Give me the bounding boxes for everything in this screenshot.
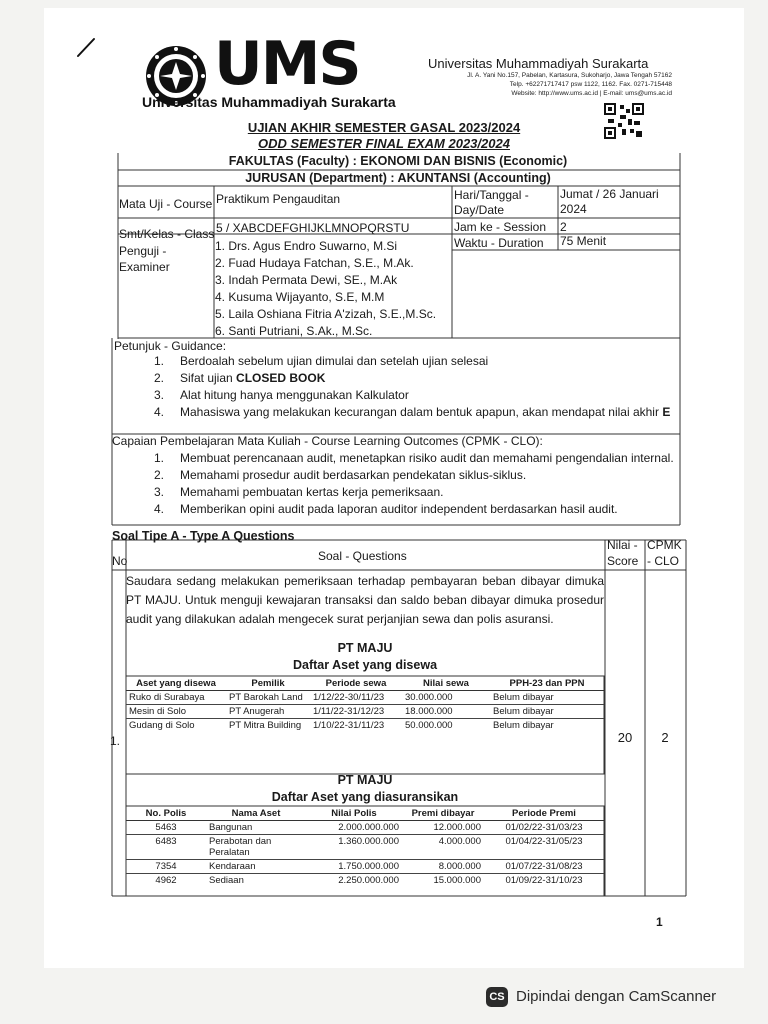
column-header: Periode sewa <box>310 677 402 691</box>
session-label: Jam ke - Session <box>454 220 547 234</box>
day-label-en: Day/Date <box>454 203 505 217</box>
ums-logo-text: UMS <box>214 29 360 99</box>
column-header: Pemilik <box>226 677 310 691</box>
table-cell: Perabotan dan Peralatan <box>206 835 306 860</box>
examiner-item: 1. Drs. Agus Endro Suwarno, M.Si <box>215 239 398 253</box>
table-cell: 15.000.000 <box>433 875 481 886</box>
university-name: Universitas Muhammadiyah Surakarta <box>428 56 649 71</box>
item-text: Berdoalah sebelum ujian dimulai dan setelah ujian selesai <box>180 354 489 368</box>
guidance-list <box>154 353 674 421</box>
address-line: Jl. A. Yani No.157, Pabelan, Kartasura, Sukoharjo, Jawa Tengah 57162 <box>467 72 672 79</box>
item-text: Memahami pembuatan kertas kerja pemeriksaan. <box>180 485 444 499</box>
question-text: Saudara sedang melakukan pemeriksaan terhadap pembayaran beban dibayar dimuka PT MAJU. Untuk menguji kewajaran transaksi dan saldo beban dibayar dimuka prosedur audit yang dilakukan adalah mengecek surat perjanjian sewa dan polis asuransi. <box>126 574 604 626</box>
column-header: Premi dibayar <box>402 807 484 821</box>
table-cell: 2.000.000.000 <box>306 821 402 835</box>
item-text: Memahami prosedur audit berdasarkan pendekatan siklus-siklus. <box>180 468 527 482</box>
guidance-label: Petunjuk - Guidance: <box>114 339 227 353</box>
item-number: 2. <box>154 468 165 482</box>
exam-title-indonesian: UJIAN AKHIR SEMESTER GASAL 2023/2024 <box>247 120 521 135</box>
clo-list <box>154 450 674 518</box>
col-score-en: Score <box>607 554 639 568</box>
day-label: Hari/Tanggal - <box>454 188 529 202</box>
table-cell: 4.000.000 <box>402 835 484 860</box>
question-cpmk: 2 <box>661 730 669 745</box>
item-bold-text: E <box>662 405 671 419</box>
course-label: Mata Uji - Course <box>119 197 213 211</box>
exam-title-english: ODD SEMESTER FINAL EXAM 2023/2024 <box>258 136 510 151</box>
company-title: PT MAJU <box>337 641 393 655</box>
examiner-label: Penguji - <box>119 244 167 258</box>
table-cell: Gudang di Solo <box>129 720 195 731</box>
item-number: 3. <box>154 388 165 402</box>
pen-mark <box>74 36 98 60</box>
examiner-list <box>215 238 436 340</box>
table-cell: Kendaraan <box>206 860 306 874</box>
course-value: Praktikum Pengauditan <box>216 192 341 206</box>
table-cell: 1.360.000.000 <box>306 835 402 860</box>
column-header: No. Polis <box>126 807 206 821</box>
table-cell: Bangunan <box>206 821 306 835</box>
table-cell: Sediaan <box>209 875 244 886</box>
clo-item <box>154 450 674 466</box>
table-row <box>126 835 604 860</box>
table-cell: 12.000.000 <box>402 821 484 835</box>
column-header: Nilai sewa <box>402 677 490 691</box>
item-text: Membuat perencanaan audit, menetapkan risiko audit dan memahami pengendalian internal. <box>180 451 674 465</box>
table-cell: PT Barokah Land <box>226 691 310 705</box>
university-name-under-logo: Universitas Muhammadiyah Surakarta <box>142 94 396 110</box>
examiner-item: 3. Indah Permata Dewi, SE., M.Ak <box>215 273 398 287</box>
company-title: PT MAJU <box>337 773 393 787</box>
column-header: Nama Aset <box>206 807 306 821</box>
col-clo: - CLO <box>647 554 680 568</box>
table-cell: 4962 <box>155 875 177 886</box>
table-cell: 1/11/22-31/12/23 <box>310 705 402 719</box>
clo-item <box>154 501 674 517</box>
table-row <box>126 691 604 705</box>
col-score: Nilai - <box>607 538 638 552</box>
table-cell: 30.000.000 <box>402 691 490 705</box>
table-title: Daftar Aset yang disewa <box>292 658 438 672</box>
table-row <box>126 705 604 719</box>
item-text: Alat hitung hanya menggunakan Kalkulator <box>180 388 409 402</box>
table-cell: 1/12/22-30/11/23 <box>310 691 402 705</box>
university-address <box>420 71 672 98</box>
table-cell: Ruko di Surabaya <box>126 691 226 705</box>
table-cell: PT Anugerah <box>226 705 310 719</box>
duration-label: Waktu - Duration <box>454 236 544 250</box>
guidance-item <box>154 370 674 386</box>
table-cell: PT Mitra Building <box>229 720 302 731</box>
question-number: 1. <box>110 734 121 748</box>
section-title: Soal Tipe A - Type A Questions <box>112 529 295 543</box>
item-number: 1. <box>154 354 165 368</box>
table-row <box>126 821 604 835</box>
table-cell: Belum dibayar <box>490 705 604 719</box>
day-value: Jumat / 26 Januari <box>560 187 659 201</box>
table-cell: 2.250.000.000 <box>338 875 399 886</box>
guidance-item <box>154 404 674 420</box>
column-header: Aset yang disewa <box>126 677 226 691</box>
website-line: Website: http://www.ums.ac.id | E-mail: ums@ums.ac.id <box>511 90 672 97</box>
table-cell: Belum dibayar <box>490 691 604 705</box>
item-text: Memberikan opini audit pada laporan auditor independent berdasarkan hasil audit. <box>180 502 618 516</box>
examiner-item: 2. Fuad Hudaya Fatchan, S.E., M.Ak. <box>215 256 414 270</box>
class-value: 5 / XABCDEFGHIJKLMNOPQRSTU <box>216 221 410 235</box>
examiner-item: 5. Laila Oshiana Fitria A'zizah, S.E.,M.Sc. <box>215 307 437 321</box>
item-number: 4. <box>154 502 165 516</box>
table-cell: 01/09/22-31/10/23 <box>505 875 583 886</box>
duration-value: 75 Menit <box>560 234 607 248</box>
item-number: 3. <box>154 485 165 499</box>
question-score: 20 <box>617 730 633 745</box>
table-title: Daftar Aset yang diasuransikan <box>271 790 459 804</box>
col-questions: Soal - Questions <box>318 549 407 563</box>
item-number: 1. <box>154 451 165 465</box>
table-cell: 1.750.000.000 <box>306 860 402 874</box>
table-cell: 01/02/22-31/03/23 <box>484 821 604 835</box>
phone-line: Telp. +62271717417 psw 1122, 1162. Fax. 0271-715448 <box>509 81 672 88</box>
department-row: JURUSAN (Department) : AKUNTANSI (Accounting) <box>245 171 551 185</box>
table-cell: Mesin di Solo <box>126 705 226 719</box>
item-number: 2. <box>154 371 165 385</box>
guidance-item <box>154 387 674 403</box>
item-bold-text: CLOSED BOOK <box>236 371 326 385</box>
examiner-label-en: Examiner <box>119 260 170 274</box>
table-cell: 7354 <box>126 860 206 874</box>
table-cell: 01/04/22-31/05/23 <box>484 835 604 860</box>
column-header: PPH-23 dan PPN <box>490 677 604 691</box>
camscanner-watermark: Dipindai dengan CamScanner <box>516 988 717 1005</box>
day-value-year: 2024 <box>560 202 587 216</box>
column-header: Periode Premi <box>484 807 604 821</box>
table-cell: 01/07/22-31/08/23 <box>484 860 604 874</box>
examiner-item: 6. Santi Putriani, S.Ak., M.Sc. <box>215 324 373 338</box>
column-header: Nilai Polis <box>306 807 402 821</box>
table-cell: Belum dibayar <box>493 720 554 731</box>
table-cell: 18.000.000 <box>402 705 490 719</box>
session-value: 2 <box>560 220 567 234</box>
table-cell: 1/10/22-31/11/23 <box>313 720 385 731</box>
table-cell: 6483 <box>126 835 206 860</box>
clo-item <box>154 484 674 500</box>
table-row <box>126 874 604 888</box>
examiner-item: 4. Kusuma Wijayanto, S.E, M.M <box>215 290 385 304</box>
item-text: Mahasiswa yang melakukan kecurangan dalam bentuk apapun, akan mendapat nilai akhir <box>180 405 663 419</box>
page-number: 1 <box>656 915 663 929</box>
table-row <box>126 860 604 874</box>
faculty-row: FAKULTAS (Faculty) : EKONOMI DAN BISNIS (Economic) <box>228 154 568 168</box>
leased-assets-table <box>126 677 604 732</box>
class-label: Smt/Kelas - Class <box>119 227 215 241</box>
item-text: Sifat ujian <box>180 371 237 385</box>
item-number: 4. <box>154 405 165 419</box>
guidance-item <box>154 353 674 369</box>
table-cell: 5463 <box>126 821 206 835</box>
col-cpmk: CPMK <box>647 538 682 552</box>
clo-label: Capaian Pembelajaran Mata Kuliah - Course Learning Outcomes (CPMK - CLO): <box>112 434 543 448</box>
table-row <box>126 719 604 733</box>
insured-assets-table <box>126 807 604 887</box>
table-cell: 50.000.000 <box>405 720 453 731</box>
clo-item <box>154 467 674 483</box>
camscanner-logo-icon: CS <box>486 987 508 1007</box>
col-no: No <box>112 554 128 568</box>
table-cell: 8.000.000 <box>402 860 484 874</box>
